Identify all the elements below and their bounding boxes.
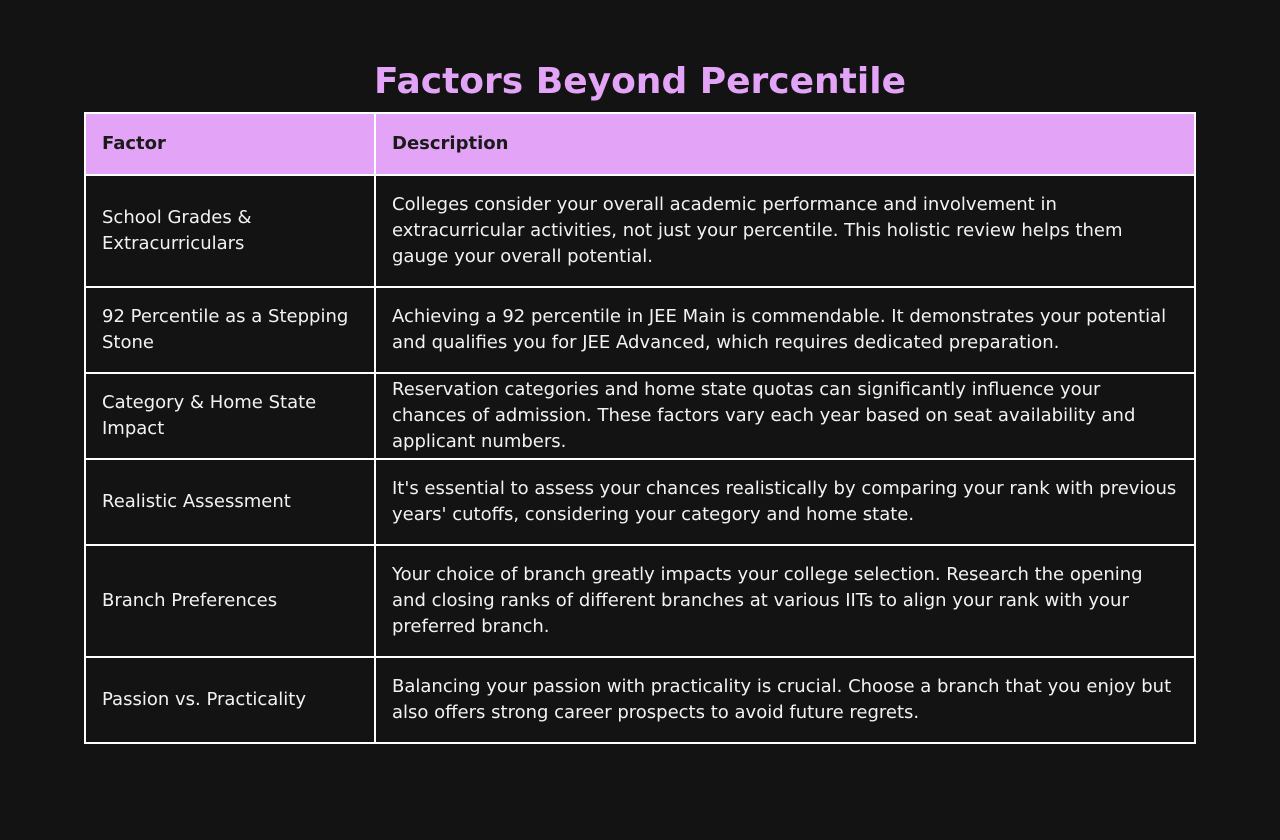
table-row bbox=[85, 459, 1195, 545]
table-row bbox=[85, 373, 1195, 459]
factors-table bbox=[84, 112, 1196, 744]
factor-cell: 92 Percentile as a Stepping Stone bbox=[85, 287, 375, 373]
factor-cell: School Grades & Extracurriculars bbox=[85, 175, 375, 287]
table-header-row bbox=[85, 113, 1195, 175]
description-cell: Achieving a 92 percentile in JEE Main is commendable. It demonstrates your potential and qualifies you for JEE Advanced, which requires dedicated preparation. bbox=[375, 287, 1195, 373]
table-row bbox=[85, 657, 1195, 743]
table-row bbox=[85, 545, 1195, 657]
factor-cell: Passion vs. Practicality bbox=[85, 657, 375, 743]
description-cell: Balancing your passion with practicality is crucial. Choose a branch that you enjoy but also offers strong career prospects to avoid future regrets. bbox=[375, 657, 1195, 743]
table-row bbox=[85, 175, 1195, 287]
description-cell: Your choice of branch greatly impacts your college selection. Research the opening and closing ranks of different branches at various IITs to align your rank with your preferred branch. bbox=[375, 545, 1195, 657]
column-header-description: Description bbox=[375, 113, 1195, 175]
factor-cell: Branch Preferences bbox=[85, 545, 375, 657]
factor-cell: Realistic Assessment bbox=[85, 459, 375, 545]
page-title: Factors Beyond Percentile bbox=[373, 61, 906, 102]
description-cell: Colleges consider your overall academic performance and involvement in extracurricular activities, not just your percentile. This holistic review helps them gauge your overall potential. bbox=[375, 175, 1195, 287]
table-row bbox=[85, 287, 1195, 373]
description-cell: It's essential to assess your chances realistically by comparing your rank with previous years' cutoffs, considering your category and home state. bbox=[375, 459, 1195, 545]
factor-cell: Category & Home State Impact bbox=[85, 373, 375, 459]
column-header-factor: Factor bbox=[85, 113, 375, 175]
description-cell: Reservation categories and home state quotas can significantly influence your chances of admission. These factors vary each year based on seat availability and applicant numbers. bbox=[375, 373, 1195, 459]
